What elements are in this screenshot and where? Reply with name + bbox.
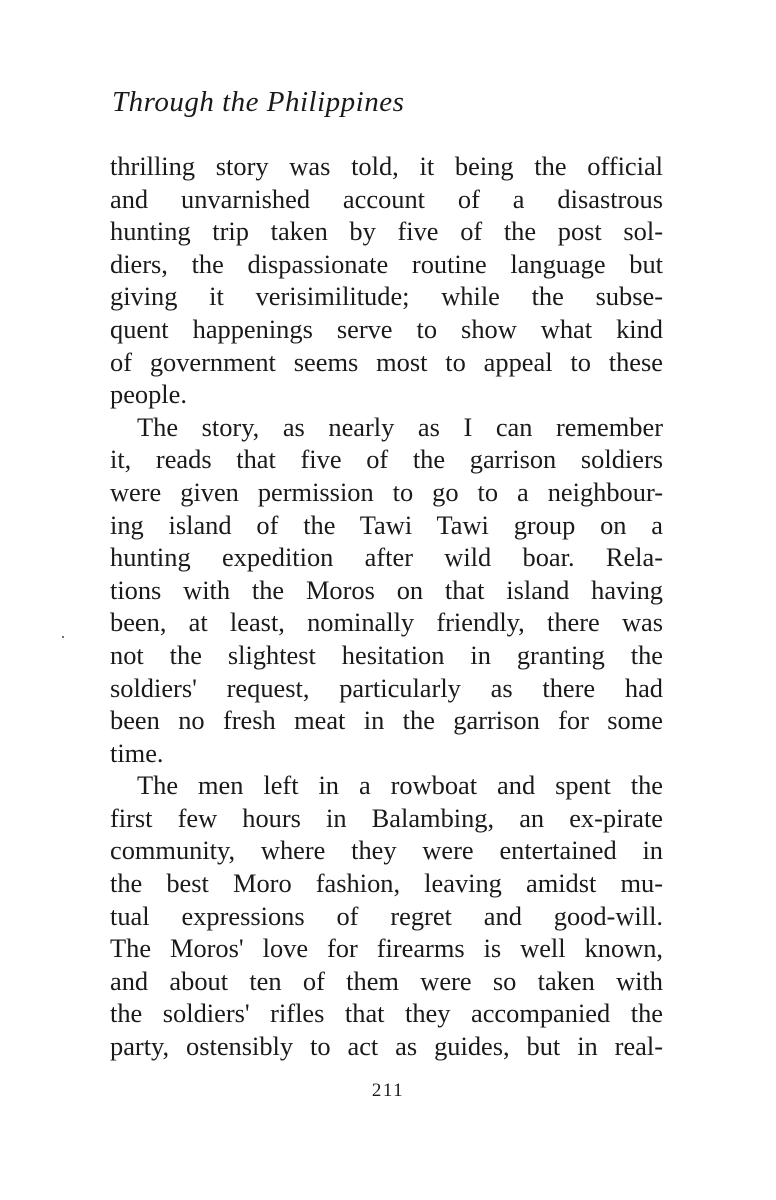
text-line: tions with the Moros on that island having [110,574,663,605]
running-head-title: Through the Philippines [112,86,405,118]
text-line: were given permission to go to a neighbour- [110,476,663,507]
text-line: been, at least, nominally friendly, there was [110,607,663,638]
text-line: diers, the dispassionate routine language but [110,248,663,279]
text-line: it, reads that five of the garrison soldiers [110,444,663,475]
text-line: first few hours in Balambing, an ex-pirate [110,802,663,833]
text-line: thrilling story was told, it being the official [110,151,663,181]
text-line: and about ten of them were so taken with [110,965,663,996]
paragraph [110,769,663,1062]
print-speck [62,636,64,638]
text-line: tual expressions of regret and good-will. [110,900,663,931]
text-line: time. [110,737,164,768]
text-line: the best Moro fashion, leaving amidst mu- [110,868,663,899]
text-line: people. [110,379,187,410]
text-line: soldiers' request, particularly as there had [110,672,663,703]
text-line: hunting trip taken by five of the post sol- [110,216,663,247]
text-line: been no fresh meat in the garrison for some [110,705,663,736]
text-line: not the slightest hesitation in granting the [110,639,663,670]
text-line: The Moros' love for firearms is well known, [110,933,663,964]
text-line: quent happenings serve to show what kind [110,313,663,344]
paragraph [110,150,663,411]
text-line: The story, as nearly as I can remember [137,411,663,442]
text-line: giving it verisimilitude; while the subse- [110,281,663,312]
text-line: party, ostensibly to act as guides, but in real- [110,1031,663,1062]
paragraph [110,411,663,770]
text-line: ing island of the Tawi Tawi group on a [110,509,663,540]
text-line: and unvarnished account of a disastrous [110,183,663,214]
text-line: hunting expedition after wild boar. Rela- [110,542,663,573]
body-text [110,150,663,1063]
text-line: the soldiers' rifles that they accompanied the [110,998,663,1029]
text-line: of government seems most to appeal to these [110,346,663,377]
text-line: The men left in a rowboat and spent the [137,770,663,801]
page-number: 211 [371,1080,405,1101]
text-line: community, where they were entertained in [110,835,663,866]
